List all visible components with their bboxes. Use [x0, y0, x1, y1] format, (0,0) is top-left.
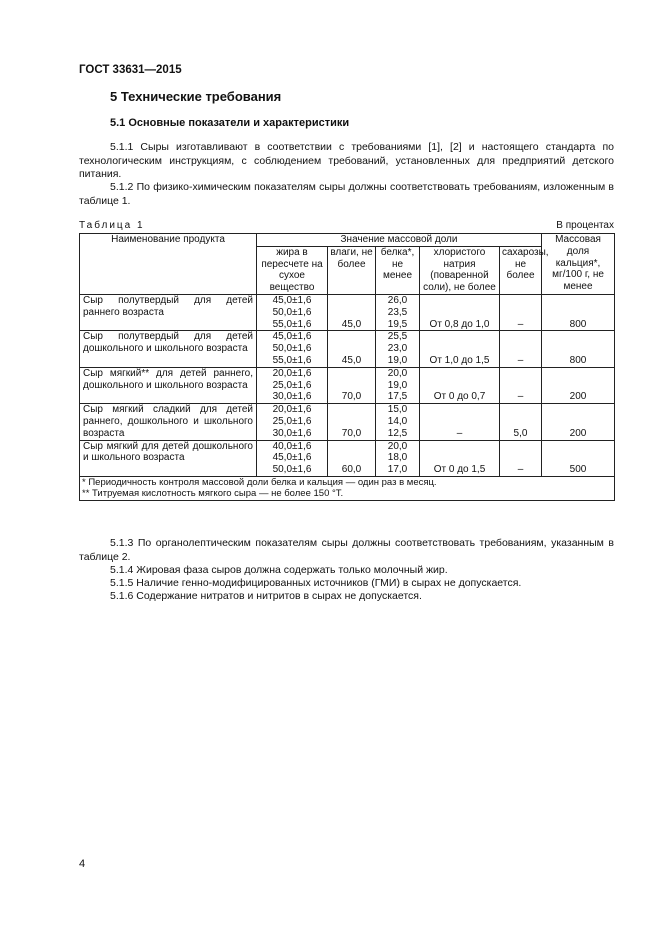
- protein-value: 23,0: [387, 343, 408, 355]
- protein-values: [376, 440, 420, 476]
- calcium-value: 200: [542, 404, 615, 440]
- header-fat: жира в пересчете на сухое вещество: [257, 246, 328, 294]
- protein-value: 26,0: [387, 294, 408, 306]
- header-salt: хлористого натрия (поваренной соли), не более: [420, 246, 500, 294]
- table-units: В процентах: [556, 220, 614, 231]
- fat-value: 20,0±1,6: [272, 367, 312, 379]
- table-caption: Таблица 1: [79, 220, 145, 231]
- fat-values: [257, 404, 328, 440]
- footnote-2: ** Титруемая кислотность мягкого сыра — не более 150 °Т.: [82, 488, 344, 500]
- fat-value: 55,0±1,6: [272, 318, 312, 330]
- sugar-value: –: [500, 294, 542, 330]
- paragraph-5-1-5: 5.1.5 Наличие генно-модифицированных источников (ГМИ) в сырах не допускается.: [110, 577, 522, 589]
- moisture-value: 70,0: [328, 404, 376, 440]
- fat-value: 25,0±1,6: [272, 415, 312, 427]
- salt-value: От 0,8 до 1,0: [420, 294, 500, 330]
- product-name: Сыр мягкий для детей дошкольного и школьного возраста: [80, 440, 257, 476]
- footnote-1: * Периодичность контроля массовой доли белка и кальция — один раз в месяц.: [82, 476, 437, 488]
- calcium-value: 800: [542, 294, 615, 330]
- table-footnotes: [80, 476, 615, 500]
- fat-value: 45,0±1,6: [272, 452, 312, 464]
- salt-value: От 0 до 0,7: [420, 367, 500, 403]
- calcium-value: 200: [542, 367, 615, 403]
- moisture-value: 45,0: [328, 294, 376, 330]
- sugar-value: –: [500, 440, 542, 476]
- fat-value: 50,0±1,6: [272, 464, 312, 476]
- table-row: [80, 404, 615, 440]
- protein-value: 20,0: [387, 440, 408, 452]
- fat-values: [257, 294, 328, 330]
- product-name: Сыр полутвердый для детей дошкольного и школьного возраста: [80, 331, 257, 367]
- header-sugar: сахарозы, не более: [500, 246, 542, 294]
- page-number: 4: [79, 858, 86, 870]
- header-protein: белка*, не менее: [376, 246, 420, 294]
- product-name: Сыр мягкий сладкий для детей раннего, дошкольного и школьного возраста: [80, 404, 257, 440]
- paragraph-5-1-3: 5.1.3 По органолептическим показателям сыры должны соответствовать требованиям, указанным в таблице 2.: [79, 537, 614, 563]
- sugar-value: –: [500, 367, 542, 403]
- header-product: Наименование продукта: [80, 234, 257, 295]
- table-row: [80, 367, 615, 403]
- fat-value: 50,0±1,6: [272, 306, 312, 318]
- table-row: [80, 294, 615, 330]
- table-row: [80, 440, 615, 476]
- protein-value: 19,5: [387, 318, 408, 330]
- section-title: 5 Технические требования: [110, 89, 282, 104]
- fat-value: 25,0±1,6: [272, 379, 312, 391]
- protein-value: 15,0: [387, 404, 408, 416]
- doc-code: ГОСТ 33631—2015: [79, 64, 182, 76]
- moisture-value: 60,0: [328, 440, 376, 476]
- paragraph-5-1-1: 5.1.1 Сыры изготавливают в соответствии с требованиями [1], [2] и настоящего стандарта по технологическим инструкциям, с соблюдением требований, установленных для предприятий детского питания.: [79, 141, 614, 180]
- salt-value: –: [420, 404, 500, 440]
- protein-value: 17,5: [387, 391, 408, 403]
- fat-value: 45,0±1,6: [272, 294, 312, 306]
- sugar-value: –: [500, 331, 542, 367]
- calcium-value: 800: [542, 331, 615, 367]
- protein-values: [376, 294, 420, 330]
- data-table: [79, 233, 615, 501]
- protein-value: 20,0: [387, 367, 408, 379]
- header-calcium: Массовая доля кальция*, мг/100 г, не менее: [542, 234, 615, 295]
- fat-value: 20,0±1,6: [272, 404, 312, 416]
- header-moisture: влаги, не более: [328, 246, 376, 294]
- paragraph-5-1-6: 5.1.6 Содержание нитратов и нитритов в сырах не допускается.: [110, 590, 422, 602]
- protein-value: 19,0: [387, 379, 408, 391]
- fat-values: [257, 440, 328, 476]
- protein-values: [376, 404, 420, 440]
- moisture-value: 70,0: [328, 367, 376, 403]
- header-mass-fraction: Значение массовой доли: [257, 234, 542, 247]
- product-name: Сыр полутвердый для детей раннего возраста: [80, 294, 257, 330]
- fat-value: 30,0±1,6: [272, 427, 312, 439]
- calcium-value: 500: [542, 440, 615, 476]
- fat-value: 50,0±1,6: [272, 343, 312, 355]
- product-name: Сыр мягкий** для детей раннего, дошкольного и школьного возраста: [80, 367, 257, 403]
- table-row: [80, 331, 615, 367]
- subsection-title: 5.1 Основные показатели и характеристики: [110, 117, 350, 129]
- protein-values: [376, 331, 420, 367]
- sugar-value: 5,0: [500, 404, 542, 440]
- fat-values: [257, 367, 328, 403]
- protein-value: 12,5: [387, 427, 408, 439]
- protein-value: 19,0: [387, 354, 408, 366]
- protein-value: 25,5: [387, 331, 408, 343]
- protein-value: 23,5: [387, 306, 408, 318]
- protein-value: 14,0: [387, 415, 408, 427]
- paragraph-5-1-2: 5.1.2 По физико-химическим показателям сыры должны соответствовать требованиям, изложенным в таблице 1.: [79, 181, 614, 207]
- fat-value: 45,0±1,6: [272, 331, 312, 343]
- fat-values: [257, 331, 328, 367]
- moisture-value: 45,0: [328, 331, 376, 367]
- protein-values: [376, 367, 420, 403]
- salt-value: От 0 до 1,5: [420, 440, 500, 476]
- paragraph-5-1-4: 5.1.4 Жировая фаза сыров должна содержать только молочный жир.: [110, 564, 448, 576]
- salt-value: От 1,0 до 1,5: [420, 331, 500, 367]
- fat-value: 30,0±1,6: [272, 391, 312, 403]
- fat-value: 55,0±1,6: [272, 354, 312, 366]
- fat-value: 40,0±1,6: [272, 440, 312, 452]
- protein-value: 17,0: [387, 464, 408, 476]
- protein-value: 18,0: [387, 452, 408, 464]
